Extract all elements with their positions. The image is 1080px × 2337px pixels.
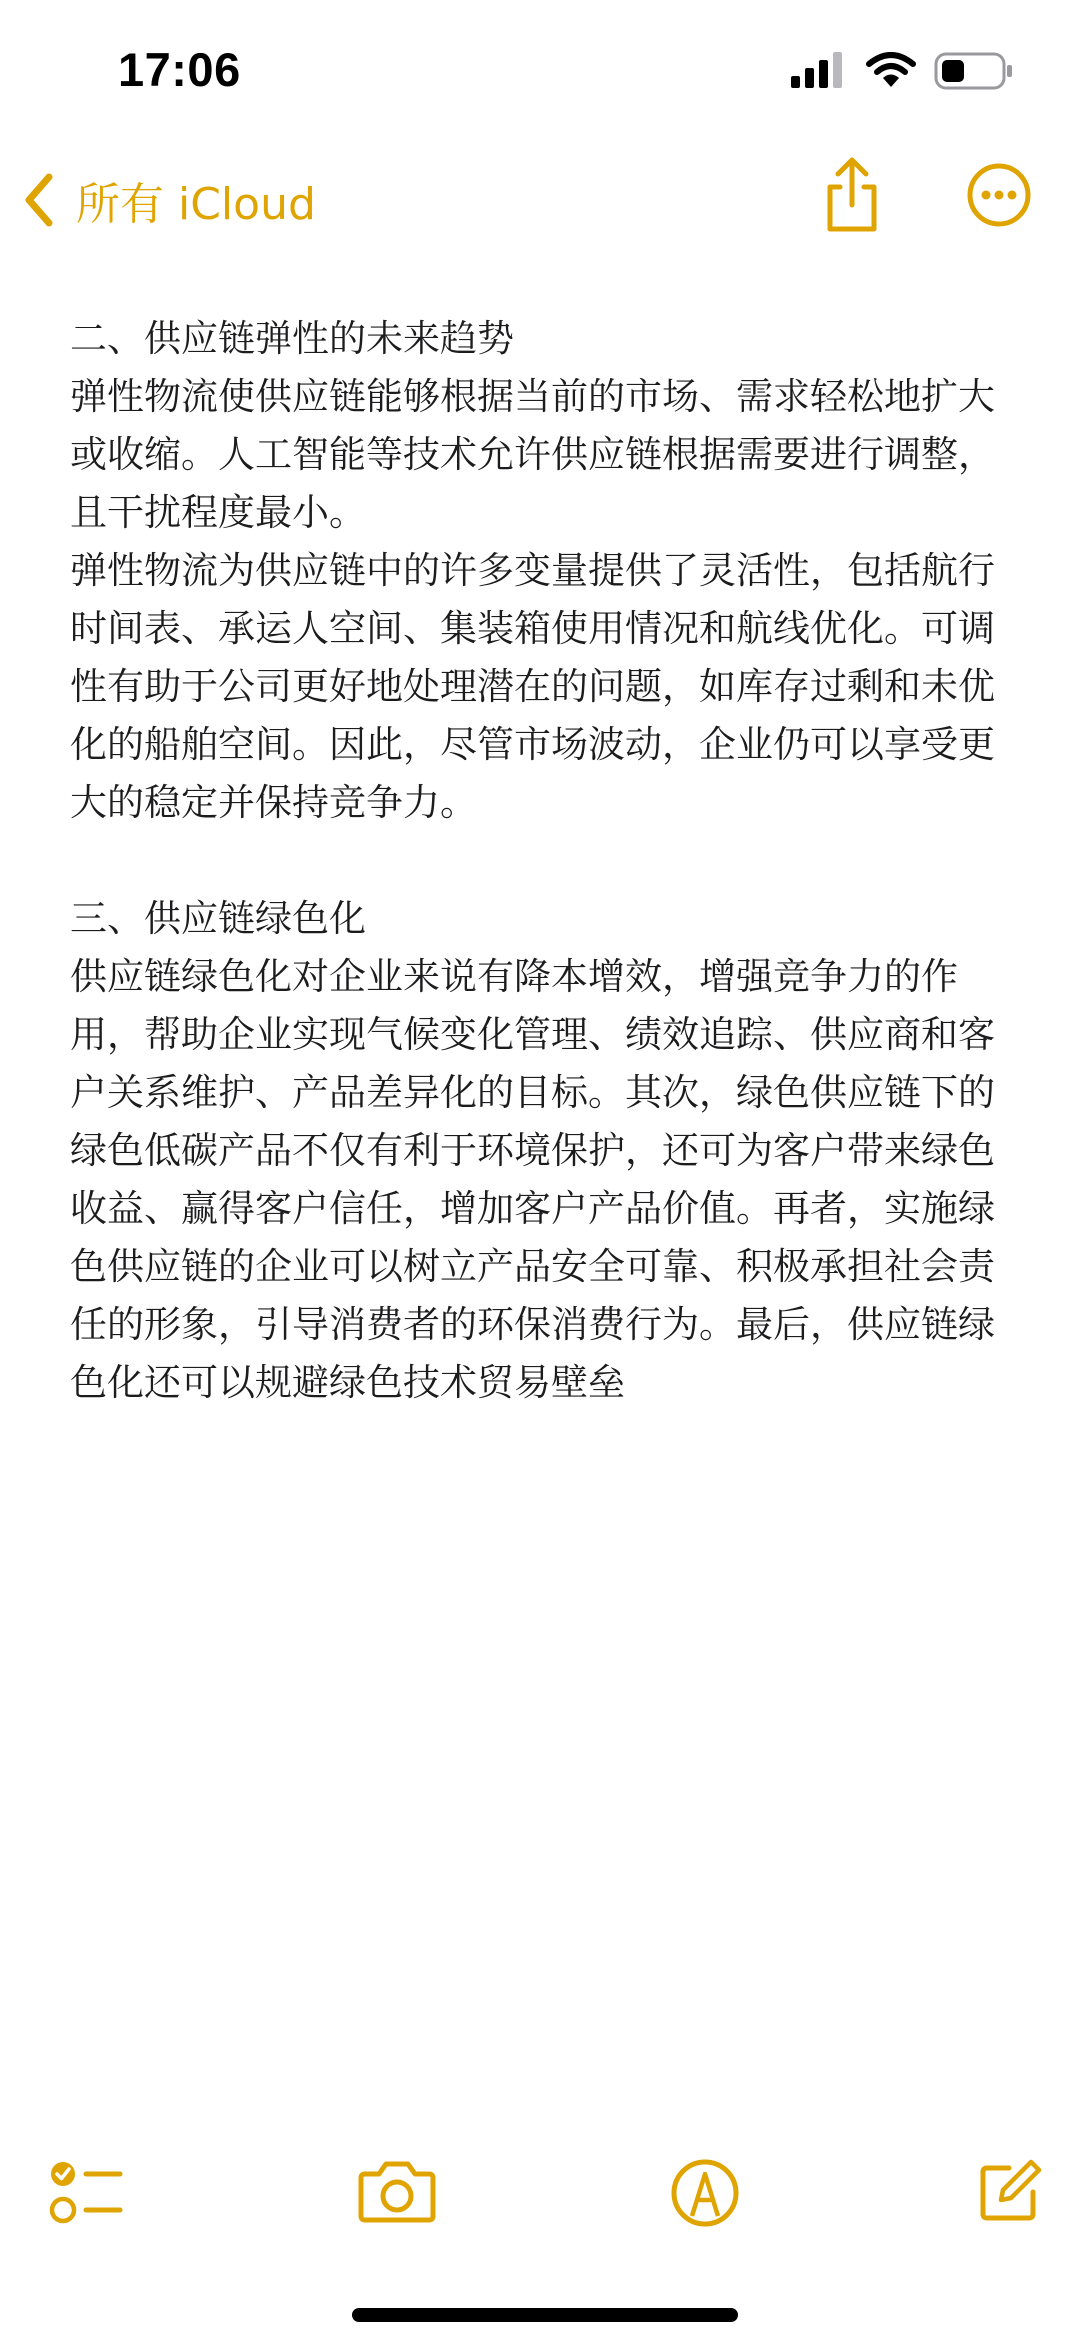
more-icon — [966, 162, 1032, 228]
camera-icon — [357, 2158, 437, 2224]
checklist-icon — [48, 2158, 124, 2228]
battery-icon — [934, 52, 1014, 90]
home-indicator[interactable] — [352, 2308, 738, 2322]
chevron-left-icon — [24, 173, 54, 227]
signal-icon — [791, 52, 847, 88]
markup-icon — [670, 2158, 740, 2228]
share-icon — [820, 155, 884, 235]
more-button[interactable] — [966, 162, 1032, 232]
note-heading-2: 三、供应链绿色化 — [70, 897, 366, 940]
compose-button[interactable] — [975, 2158, 1043, 2230]
wifi-icon — [866, 52, 916, 88]
checklist-button[interactable] — [48, 2158, 124, 2232]
note-paragraph: 弹性物流使供应链能够根据当前的市场、需求轻松地扩大或收缩。人工智能等技术允许供应链根据需要进行调整，且干扰程度最小。 — [70, 375, 995, 534]
compose-icon — [975, 2158, 1043, 2226]
note-paragraph: 供应链绿色化对企业来说有降本增效，增强竞争力的作用，帮助企业实现气候变化管理、绩效追踪、供应商和客户关系维护、产品差异化的目标。其次，绿色供应链下的绿色低碳产品不仅有利于环境保护，还可为客户带来绿色收益、赢得客户信任，增加客户产品价值。再者，实施绿色供应链的企业可以树立产品安全可靠、积极承担社会责任的形象，引导消费者的环保消费行为。最后，供应链绿色化还可以规避绿色技术贸易壁垒 — [70, 955, 995, 1404]
back-button[interactable] — [24, 160, 316, 240]
note-body[interactable] — [70, 310, 1010, 1412]
markup-button[interactable] — [670, 2158, 740, 2232]
status-time: 17:06 — [118, 43, 241, 96]
camera-button[interactable] — [357, 2158, 437, 2228]
status-bar — [0, 0, 1080, 150]
blank-line — [70, 832, 1010, 890]
bottom-toolbar — [0, 2140, 1080, 2250]
note-paragraph: 弹性物流为供应链中的许多变量提供了灵活性，包括航行时间表、承运人空间、集装箱使用情况和航线优化。可调性有助于公司更好地处理潜在的问题，如库存过剩和未优化的船舶空间。因此，尽管市场波动，企业仍可以享受更大的稳定并保持竞争力。 — [70, 549, 995, 824]
note-heading-1: 二、供应链弹性的未来趋势 — [70, 317, 514, 360]
nav-bar — [0, 150, 1080, 260]
share-button[interactable] — [820, 155, 884, 239]
back-button-label: 所有 iCloud — [76, 179, 316, 230]
